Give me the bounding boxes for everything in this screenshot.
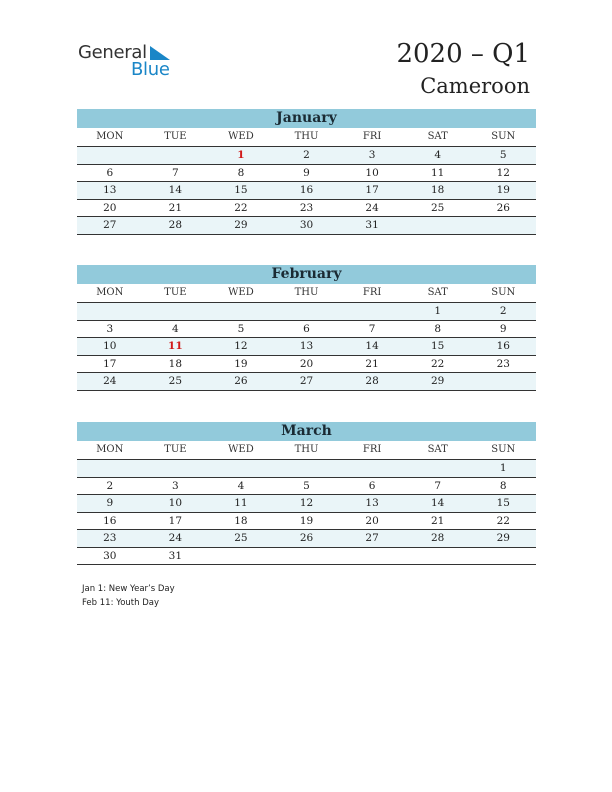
day-cell: 12 [299, 497, 314, 509]
page-title: 2020 – Q1 [396, 39, 530, 69]
weekday-label: SAT [427, 287, 448, 298]
day-cell: 21 [168, 201, 183, 214]
country-name: Cameroon [420, 74, 530, 98]
day-cell: 4 [237, 479, 245, 492]
weekday-label: TUE [164, 131, 187, 142]
weekday-label: THU [294, 287, 319, 298]
day-cell [470, 548, 536, 565]
holiday-notes [82, 582, 175, 610]
day-cell: 5 [499, 149, 507, 161]
logo [78, 42, 178, 82]
day-cell: 28 [365, 375, 379, 387]
day-cell: 9 [106, 497, 114, 509]
day-cell [470, 217, 536, 234]
day-cell: 24 [365, 201, 379, 214]
week-row [77, 200, 536, 218]
day-cell: 27 [299, 375, 314, 387]
weekday-label: SUN [491, 131, 516, 142]
month-weeks [77, 147, 536, 235]
day-cell: 3 [368, 149, 376, 161]
day-cell: 5 [303, 479, 310, 492]
day-cell [274, 460, 340, 477]
day-cell: 9 [499, 322, 507, 335]
day-cell: 19 [496, 184, 510, 196]
holiday-note: Jan 1: New Year’s Day [82, 584, 175, 594]
day-cell: 7 [368, 322, 376, 335]
day-cell [274, 303, 340, 320]
day-cell: 20 [365, 514, 379, 527]
day-cell: 25 [168, 375, 183, 387]
day-cell: 23 [496, 357, 510, 370]
day-cell: 3 [106, 322, 114, 335]
week-row [77, 460, 536, 478]
day-cell: 10 [103, 340, 117, 352]
day-cell [77, 460, 143, 477]
day-cell: 3 [172, 479, 179, 492]
month-title: March [77, 422, 536, 441]
day-cell: 7 [172, 166, 179, 179]
day-cell [77, 147, 143, 164]
month-weeks [77, 303, 536, 391]
day-cell: 12 [234, 340, 248, 352]
day-cell: 24 [103, 375, 117, 387]
weekday-label: SUN [491, 444, 516, 455]
day-cell: 4 [172, 322, 179, 335]
day-cell: 29 [496, 532, 510, 544]
day-cell [143, 460, 209, 477]
weekday-label: TUE [164, 287, 187, 298]
day-cell: 26 [496, 201, 510, 214]
day-cell: 1 [434, 305, 442, 317]
week-row [77, 147, 536, 165]
week-row [77, 513, 536, 531]
day-cell: 13 [299, 340, 314, 352]
day-cell: 13 [103, 184, 117, 196]
month-calendar-january [77, 109, 536, 235]
weekday-label: WED [228, 131, 254, 142]
day-cell: 8 [434, 322, 442, 335]
weekday-label: MON [96, 131, 124, 142]
day-cell [208, 460, 274, 477]
day-cell [208, 303, 274, 320]
day-cell: 2 [303, 149, 310, 161]
week-row [77, 182, 536, 200]
month-title: February [77, 265, 536, 284]
day-cell: 19 [234, 357, 248, 370]
day-cell: 31 [365, 219, 379, 231]
weekday-label: MON [96, 287, 124, 298]
day-cell: 5 [237, 322, 245, 335]
day-cell: 27 [365, 532, 379, 544]
day-cell: 6 [303, 322, 310, 335]
day-cell: 4 [434, 149, 442, 161]
day-cell: 28 [168, 219, 183, 231]
week-row [77, 373, 536, 391]
weekday-label: MON [96, 444, 124, 455]
day-cell: 18 [234, 514, 248, 527]
day-cell: 11 [234, 497, 248, 509]
logo-word-general: General [78, 42, 147, 63]
weekday-header-row [77, 128, 536, 147]
day-cell: 18 [430, 184, 445, 196]
day-cell: 7 [434, 479, 442, 492]
day-cell [470, 373, 536, 390]
day-cell [274, 548, 340, 565]
day-cell: 30 [103, 549, 117, 562]
month-calendar-february [77, 265, 536, 391]
day-cell: 21 [365, 357, 379, 370]
day-cell: 2 [106, 479, 114, 492]
weekday-label: FRI [362, 287, 382, 298]
day-cell: 19 [299, 514, 314, 527]
day-cell: 20 [103, 201, 117, 214]
week-row [77, 165, 536, 183]
day-cell: 2 [499, 305, 507, 317]
day-cell [339, 460, 405, 477]
logo-word-blue: Blue [131, 59, 170, 80]
day-cell [77, 303, 143, 320]
day-cell: 31 [168, 549, 183, 562]
month-calendar-march [77, 422, 536, 565]
day-cell: 20 [299, 357, 314, 370]
day-cell: 23 [299, 201, 314, 214]
day-cell: 16 [103, 514, 117, 527]
weekday-label: SUN [491, 287, 516, 298]
day-cell: 22 [234, 201, 248, 214]
day-cell: 24 [168, 532, 183, 544]
weekday-label: WED [228, 444, 254, 455]
day-cell: 6 [106, 166, 114, 179]
day-cell: 17 [103, 357, 117, 370]
day-cell [339, 303, 405, 320]
week-row [77, 478, 536, 496]
day-cell: 15 [496, 497, 510, 509]
day-cell [405, 548, 471, 565]
week-row [77, 321, 536, 339]
weekday-label: THU [294, 444, 319, 455]
day-cell: 23 [103, 532, 117, 544]
day-cell: 14 [168, 184, 183, 196]
day-cell: 21 [430, 514, 445, 527]
day-cell: 25 [430, 201, 445, 214]
week-row [77, 548, 536, 566]
day-cell: 8 [237, 166, 245, 179]
weekday-header-row [77, 284, 536, 303]
day-cell: 15 [234, 184, 248, 196]
day-cell: 11 [430, 166, 445, 179]
day-cell: 9 [303, 166, 310, 179]
day-cell: 15 [430, 340, 445, 352]
weekday-label: SAT [427, 444, 448, 455]
day-cell [339, 548, 405, 565]
day-cell: 12 [496, 166, 510, 179]
weekday-label: SAT [427, 131, 448, 142]
day-cell [405, 460, 471, 477]
day-cell [143, 303, 209, 320]
day-cell: 28 [430, 532, 445, 544]
month-title: January [77, 109, 536, 128]
week-row [77, 217, 536, 235]
day-cell: 30 [299, 219, 314, 231]
week-row [77, 530, 536, 548]
header [396, 38, 530, 100]
weekday-label: THU [294, 131, 319, 142]
day-cell: 22 [496, 514, 510, 527]
week-row [77, 356, 536, 374]
weekday-label: FRI [362, 131, 382, 142]
day-cell: 26 [234, 375, 248, 387]
day-cell: 1 [499, 462, 507, 474]
holiday-day-cell: 1 [237, 149, 245, 161]
day-cell: 17 [365, 184, 379, 196]
holiday-note: Feb 11: Youth Day [82, 598, 159, 608]
weekday-label: TUE [164, 444, 187, 455]
weekday-header-row [77, 441, 536, 460]
month-weeks [77, 460, 536, 565]
week-row [77, 303, 536, 321]
day-cell: 27 [103, 219, 117, 231]
week-row [77, 338, 536, 356]
day-cell [143, 147, 209, 164]
day-cell: 14 [365, 340, 379, 352]
day-cell: 14 [430, 497, 445, 509]
day-cell: 16 [299, 184, 314, 196]
day-cell: 18 [168, 357, 183, 370]
day-cell: 10 [168, 497, 183, 509]
day-cell: 26 [299, 532, 314, 544]
day-cell: 10 [365, 166, 379, 179]
day-cell: 17 [168, 514, 183, 527]
day-cell [208, 548, 274, 565]
day-cell [405, 217, 471, 234]
weekday-label: WED [228, 287, 254, 298]
day-cell: 8 [499, 479, 507, 492]
day-cell: 6 [368, 479, 376, 492]
holiday-day-cell: 11 [168, 340, 183, 352]
day-cell: 22 [430, 357, 445, 370]
week-row [77, 495, 536, 513]
day-cell: 25 [234, 532, 248, 544]
day-cell: 13 [365, 497, 379, 509]
day-cell: 16 [496, 340, 510, 352]
weekday-label: FRI [362, 444, 382, 455]
day-cell: 29 [430, 375, 445, 387]
day-cell: 29 [234, 219, 248, 231]
